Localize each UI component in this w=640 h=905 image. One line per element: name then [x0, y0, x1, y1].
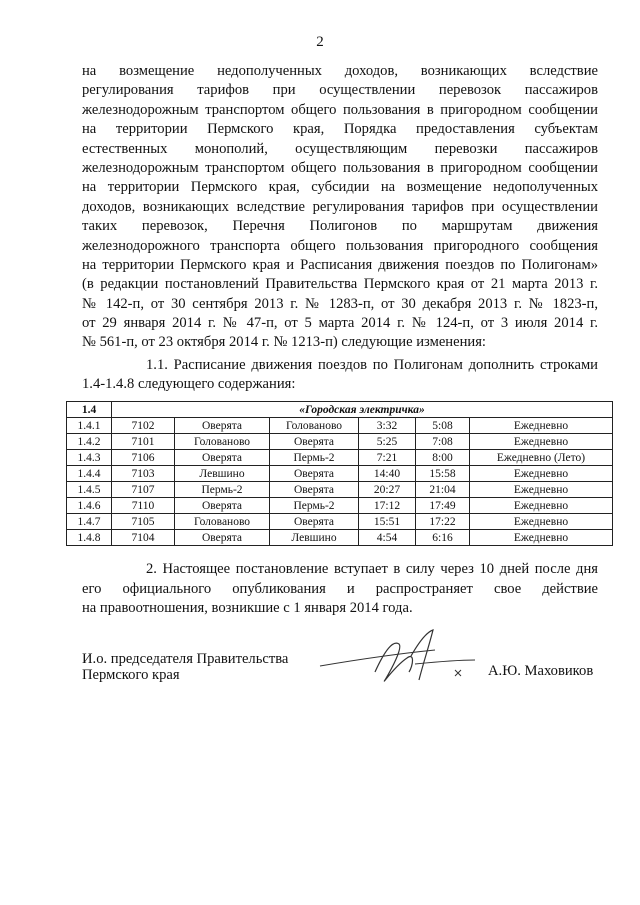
departure-time-cell: 17:12: [359, 498, 416, 514]
table-row: [67, 466, 613, 482]
destination-station-cell: Голованово: [270, 418, 359, 434]
signatory-position: [82, 651, 288, 683]
paragraph-line: железнодорожным транспортом общего пользования в пригородном сообщении: [82, 159, 598, 176]
row-number-cell: 1.4.6: [67, 498, 112, 514]
row-number-cell: 1.4.2: [67, 434, 112, 450]
page-number: 2: [316, 34, 324, 50]
paragraph-line: на территории Пермского края, субсидии на возмещение недополученных: [82, 179, 598, 196]
row-number-cell: 1.4.4: [67, 466, 112, 482]
schedule-days-cell: Ежедневно: [470, 530, 613, 546]
table-row: [67, 450, 613, 466]
destination-station-cell: Пермь-2: [270, 498, 359, 514]
paragraph-line: на территории Пермского края, Порядка предоставления субъектам: [82, 121, 598, 138]
schedule-days-cell: Ежедневно: [470, 514, 613, 530]
departure-time-cell: 4:54: [359, 530, 416, 546]
paragraph-line: от 29 января 2014 г. № 47-п, от 5 марта 2014 г. № 124-п, от 3 июля 2014 г.: [82, 315, 598, 332]
schedule-days-cell: Ежедневно: [470, 498, 613, 514]
schedule-days-cell: Ежедневно: [470, 434, 613, 450]
paragraph-line: естественных монополий, осуществляющим перевозки пассажиров: [82, 140, 598, 157]
arrival-time-cell: 6:16: [416, 530, 470, 546]
train-number-cell: 7107: [112, 482, 175, 498]
departure-time-cell: 3:32: [359, 418, 416, 434]
departure-time-cell: 7:21: [359, 450, 416, 466]
paragraph-line: № 561-п, от 23 октября 2014 г. № 1213-п) следующие изменения:: [82, 334, 486, 351]
destination-station-cell: Оверята: [270, 514, 359, 530]
origin-station-cell: Оверята: [175, 530, 270, 546]
arrival-time-cell: 21:04: [416, 482, 470, 498]
arrival-time-cell: 17:49: [416, 498, 470, 514]
origin-station-cell: Оверята: [175, 450, 270, 466]
destination-station-cell: Оверята: [270, 434, 359, 450]
paragraph-line: (в редакции постановлений Правительства Пермского края от 21 марта 2013 г.: [82, 276, 598, 293]
table-header-row: [67, 402, 613, 418]
table-row: [67, 418, 613, 434]
paragraph-line: доходов, возникающих вследствие регулирования тарифов при осуществлении: [82, 198, 598, 215]
origin-station-cell: Голованово: [175, 514, 270, 530]
schedule-days-cell: Ежедневно: [470, 466, 613, 482]
table-row: [67, 530, 613, 546]
schedule-days-cell: Ежедневно: [470, 418, 613, 434]
departure-time-cell: 14:40: [359, 466, 416, 482]
table-row: [67, 434, 613, 450]
clause-line: на правоотношения, возникшие с 1 января 2014 года.: [82, 600, 413, 617]
row-number-cell: 1.4.3: [67, 450, 112, 466]
paragraph-line: № 142-п, от 30 сентября 2013 г. № 1283-п, от 30 декабря 2013 г. № 1823-п,: [82, 295, 598, 312]
origin-station-cell: Левшино: [175, 466, 270, 482]
origin-station-cell: Пермь-2: [175, 482, 270, 498]
departure-time-cell: 20:27: [359, 482, 416, 498]
schedule-days-cell: Ежедневно: [470, 482, 613, 498]
train-number-cell: 7104: [112, 530, 175, 546]
row-number-cell: 1.4.5: [67, 482, 112, 498]
arrival-time-cell: 8:00: [416, 450, 470, 466]
destination-station-cell: Пермь-2: [270, 450, 359, 466]
train-number-cell: 7101: [112, 434, 175, 450]
table-row: [67, 514, 613, 530]
arrival-time-cell: 7:08: [416, 434, 470, 450]
clause-2: [82, 560, 598, 619]
schedule-table: [66, 401, 613, 546]
table-row: [67, 498, 613, 514]
destination-station-cell: Оверята: [270, 466, 359, 482]
train-number-cell: 7105: [112, 514, 175, 530]
clause-line: 1.1. Расписание движения поездов по Полигонам дополнить строками: [146, 357, 598, 373]
handwritten-signature: [315, 620, 485, 700]
destination-station-cell: Левшино: [270, 530, 359, 546]
table-header-number: 1.4: [67, 402, 112, 418]
table-row: [67, 482, 613, 498]
paragraph-line: таких перевозок, Перечня Полигонов по маршрутам движения: [82, 218, 598, 235]
paragraph-line: регулирования тарифов при осуществлении перевозок пассажиров: [82, 82, 598, 99]
clause-line: его официального опубликования и распространяет свое действие: [82, 580, 598, 597]
signatory-position-line: И.о. председателя Правительства: [82, 651, 289, 667]
paragraph-line: железнодорожного транспорта общего пользования пригородного сообщения: [82, 237, 598, 254]
row-number-cell: 1.4.7: [67, 514, 112, 530]
row-number-cell: 1.4.8: [67, 530, 112, 546]
schedule-days-cell: Ежедневно (Лето): [470, 450, 613, 466]
paragraph-line: на возмещение недополученных доходов, возникающих вследствие: [82, 63, 598, 79]
table-header-title: «Городская электричка»: [112, 402, 613, 418]
departure-time-cell: 15:51: [359, 514, 416, 530]
clause-line: 1.4-1.4.8 следующего содержания:: [82, 376, 296, 393]
paragraph-line: на территории Пермского края и Расписания движения поездов по Полигонам»: [82, 256, 598, 273]
origin-station-cell: Голованово: [175, 434, 270, 450]
train-number-cell: 7106: [112, 450, 175, 466]
train-number-cell: 7103: [112, 466, 175, 482]
arrival-time-cell: 17:22: [416, 514, 470, 530]
signatory-name: А.Ю. Маховиков: [488, 663, 594, 679]
clause-line: 2. Настоящее постановление вступает в силу через 10 дней после дня: [146, 561, 598, 577]
arrival-time-cell: 5:08: [416, 418, 470, 434]
clause-1-1: [82, 356, 598, 395]
departure-time-cell: 5:25: [359, 434, 416, 450]
train-number-cell: 7102: [112, 418, 175, 434]
row-number-cell: 1.4.1: [67, 418, 112, 434]
signatory-position-line: Пермского края: [82, 667, 180, 683]
origin-station-cell: Оверята: [175, 498, 270, 514]
origin-station-cell: Оверята: [175, 418, 270, 434]
train-number-cell: 7110: [112, 498, 175, 514]
paragraph-line: железнодорожным транспортом общего пользования в пригородном сообщении: [82, 101, 598, 118]
destination-station-cell: Оверята: [270, 482, 359, 498]
arrival-time-cell: 15:58: [416, 466, 470, 482]
intro-paragraph: [82, 62, 598, 353]
